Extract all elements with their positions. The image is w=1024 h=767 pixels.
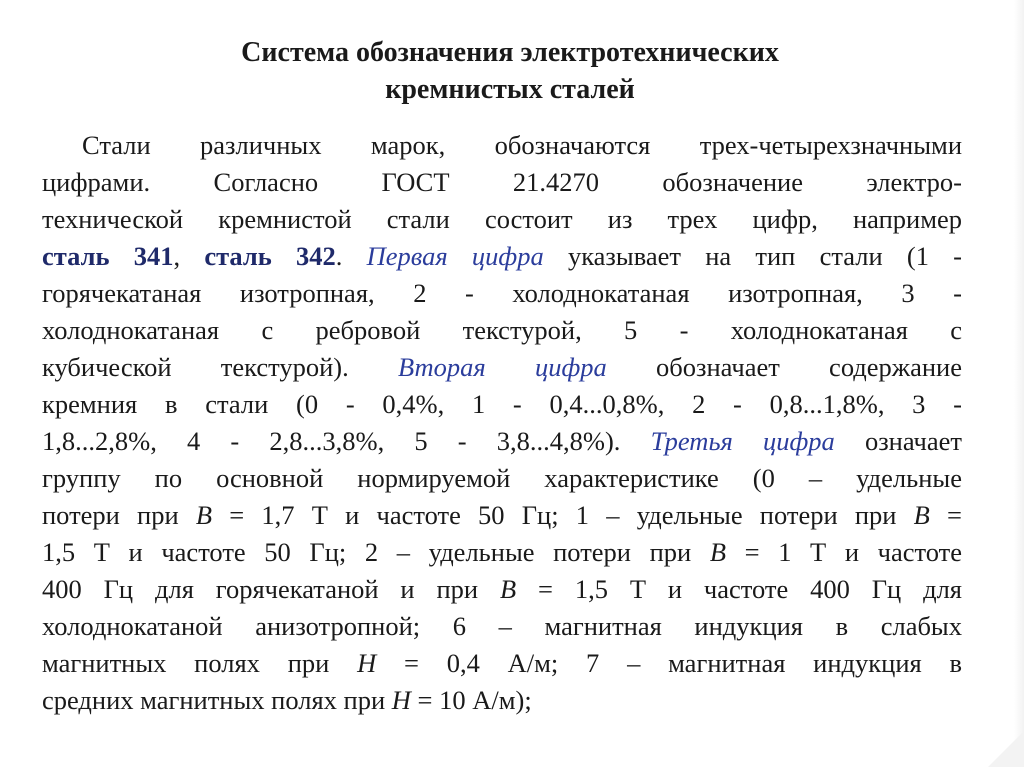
- steel-grade-342: сталь 342: [204, 241, 336, 271]
- text-fragment: кубической текстурой).: [42, 352, 398, 382]
- paragraph-line: [42, 238, 962, 275]
- paragraph-line: [42, 423, 962, 460]
- text-fragment: означает: [834, 426, 962, 456]
- paragraph-line: группу по основной нормируемой характеристике (0 – удельные: [42, 463, 962, 493]
- text-fragment: 1,8...2,8%, 4 - 2,8...3,8%, 5 - 3,8...4,8%).: [42, 426, 651, 456]
- steel-grade-341: сталь 341: [42, 241, 174, 271]
- paragraph-line: цифрами. Согласно ГОСТ 21.4270 обозначение электро-: [42, 167, 962, 197]
- text-fragment: 400 Гц для горячекатаной и при: [42, 574, 500, 604]
- paragraph-line: кремния в стали (0 - 0,4%, 1 - 0,4...0,8%, 2 - 0,8...1,8%, 3 -: [42, 389, 962, 419]
- paragraph-line: [42, 534, 962, 571]
- variable-b: B: [709, 537, 727, 567]
- variable-b: B: [499, 574, 517, 604]
- paragraph-line: [42, 682, 962, 719]
- variable-h: H: [357, 648, 377, 678]
- title-line-2: кремнистых сталей: [385, 74, 635, 105]
- third-digit-term: Третья цифра: [650, 426, 835, 456]
- text-fragment: = 1 Т и частоте: [726, 537, 962, 567]
- body-paragraph: [42, 127, 962, 719]
- first-digit-term: Первая цифра: [366, 241, 544, 271]
- paragraph-line: [42, 645, 962, 682]
- slide-title: [150, 34, 870, 108]
- paragraph-line: [42, 497, 962, 534]
- text-fragment: магнитных полях при: [42, 648, 358, 678]
- paragraph-line: [42, 571, 962, 608]
- paragraph-line: Стали различных марок, обозначаются трех-четырехзначными: [82, 130, 962, 160]
- text-fragment: = 1,7 Т и частоте 50 Гц; 1 – удельные потери при: [212, 500, 914, 530]
- paragraph-line: [42, 349, 962, 386]
- text-fragment: указывает на тип стали (1 -: [543, 241, 962, 271]
- text-fragment: ,: [173, 241, 205, 271]
- text-fragment: = 1,5 Т и частоте 400 Гц для: [516, 574, 962, 604]
- text-fragment: =: [929, 500, 962, 530]
- variable-b: B: [913, 500, 930, 530]
- text-fragment: средних магнитных полях при: [42, 685, 392, 715]
- paragraph-line: горячекатаная изотропная, 2 - холоднокатаная изотропная, 3 -: [42, 278, 962, 308]
- page-edge-shadow: [1014, 0, 1024, 767]
- page-corner: [988, 731, 1024, 767]
- variable-h: H: [391, 685, 411, 715]
- text-fragment: = 0,4 А/м; 7 – магнитная индукция в: [376, 648, 962, 678]
- paragraph-line: холоднокатаная с ребровой текстурой, 5 - холоднокатаная с: [42, 315, 962, 345]
- paragraph-line: технической кремнистой стали состоит из трех цифр, например: [42, 204, 962, 234]
- variable-b: B: [195, 500, 213, 530]
- text-fragment: .: [335, 241, 367, 271]
- text-fragment: = 10 А/м);: [410, 685, 532, 715]
- title-line-1: Система обозначения электротехнических: [241, 37, 779, 68]
- paragraph-line: холоднокатаной анизотропной; 6 – магнитная индукция в слабых: [42, 611, 962, 641]
- text-fragment: потери при: [42, 500, 196, 530]
- text-fragment: 1,5 Т и частоте 50 Гц; 2 – удельные потери при: [42, 537, 710, 567]
- text-fragment: обозначает содержание: [606, 352, 962, 382]
- second-digit-term: Вторая цифра: [397, 352, 607, 382]
